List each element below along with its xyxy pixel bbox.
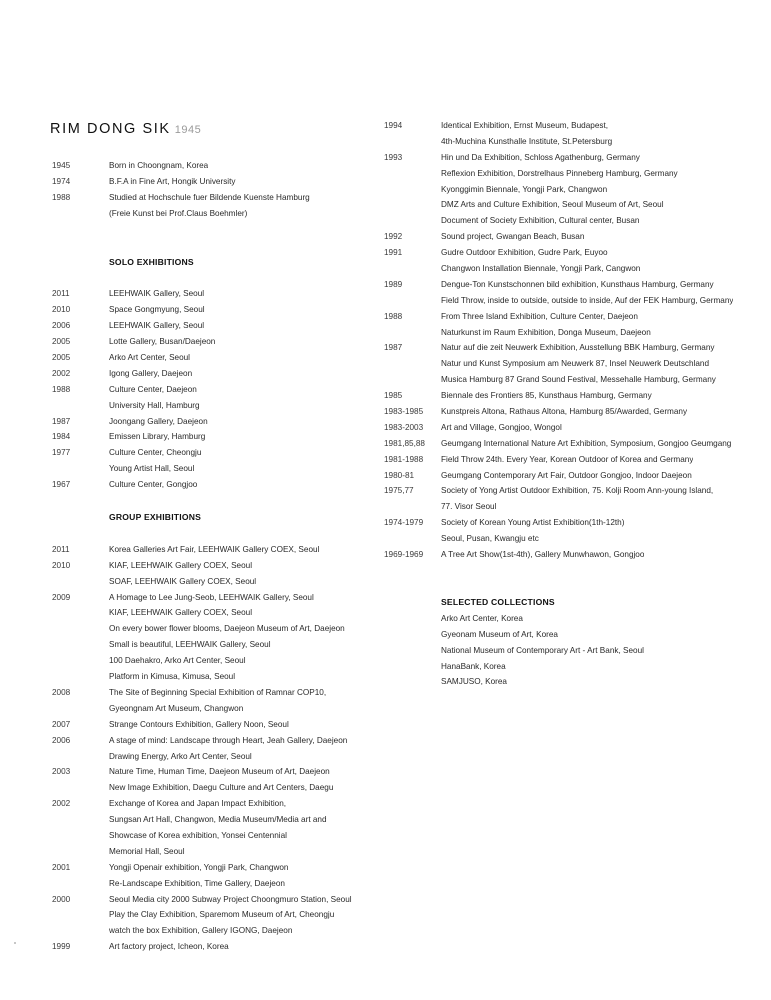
item-year: 2001 [52, 862, 71, 872]
item-year: 2011 [52, 544, 70, 554]
item-text: Biennale des Frontiers 85, Kunsthaus Hamburg, Germany [441, 391, 652, 401]
item-year: 1977 [52, 448, 71, 458]
item-text: Kyonggimin Biennale, Yongji Park, Changwon [441, 184, 608, 194]
list-item [52, 780, 392, 796]
list-item [52, 477, 392, 493]
artist-name: RIM DONG SIK [50, 121, 171, 137]
list-item [384, 468, 764, 484]
item-year: 1987 [52, 416, 71, 426]
item-text: HanaBank, Korea [441, 661, 506, 671]
list-item [384, 213, 764, 229]
item-text: Art and Village, Gongjoo, Wongol [441, 422, 562, 432]
item-year: 2008 [52, 687, 71, 697]
item-text: Kunstpreis Altona, Rathaus Altona, Hamburg 85/Awarded, Germany [441, 407, 688, 417]
item-year: 2005 [52, 337, 71, 347]
item-text: Yongji Openair exhibition, Yongji Park, Changwon [109, 862, 289, 872]
item-text: Lotte Gallery, Busan/Daejeon [109, 337, 216, 347]
item-text: Natur auf die zeit Neuwerk Exhibition, Ausstellung BBK Hamburg, Germany [441, 343, 715, 353]
item-year: 1999 [52, 942, 71, 952]
item-text: University Hall, Hamburg [109, 400, 200, 410]
item-year: 2010 [52, 305, 71, 315]
item-text: Identical Exhibition, Ernst Museum, Budapest, [441, 121, 609, 130]
item-text: Geumgang International Nature Art Exhibition, Symposium, Gongjoo Geumgang [441, 438, 732, 448]
item-year: 1969-1969 [384, 550, 424, 560]
list-item [52, 733, 392, 749]
list-item [384, 134, 764, 150]
item-text: Society of Yong Artist Outdoor Exhibition, 75. Kolji Room Ann-young Island, [441, 486, 714, 496]
right-column [384, 118, 764, 690]
item-text: Society of Korean Young Artist Exhibition(1th-12th) [441, 518, 625, 528]
selected-collections-list [384, 611, 764, 690]
list-item [52, 621, 392, 637]
left-column [52, 158, 392, 955]
item-text: Space Gongmyung, Seoul [109, 305, 205, 315]
item-year: 1983-1985 [384, 407, 424, 417]
item-year: 2006 [52, 735, 71, 745]
item-year: 1984 [52, 432, 71, 442]
list-item [384, 531, 764, 547]
item-text: watch the box Exhibition, Gallery IGONG, Daejeon [109, 926, 293, 936]
list-item [52, 382, 392, 398]
list-item [52, 429, 392, 445]
list-item [52, 206, 392, 222]
item-text: Document of Society Exhibition, Cultural center, Busan [441, 216, 640, 226]
list-item [384, 515, 764, 531]
item-text: Re-Landscape Exhibition, Time Gallery, Daejeon [109, 878, 285, 888]
selected-collections-heading: SELECTED COLLECTIONS [441, 596, 555, 607]
list-item [384, 627, 764, 643]
item-year: 1991 [384, 248, 403, 258]
list-item [52, 828, 392, 844]
item-year: 2003 [52, 767, 71, 777]
item-text: Gyeongnam Art Museum, Changwon [109, 703, 244, 713]
item-text: Exchange of Korea and Japan Impact Exhibition, [109, 799, 287, 809]
item-text: 100 Daehakro, Arko Art Center, Seoul [109, 656, 246, 666]
group-exhibitions-list [52, 542, 392, 955]
list-item [52, 860, 392, 876]
item-text: LEEHWAIK Gallery, Seoul [109, 321, 205, 331]
artist-title [50, 121, 201, 137]
item-year: 1974 [52, 176, 71, 186]
item-text: KIAF, LEEHWAIK Gallery COEX, Seoul [109, 560, 253, 570]
list-item [52, 637, 392, 653]
artist-birth-year: 1945 [174, 124, 202, 136]
item-text: Emissen Library, Hamburg [109, 432, 206, 442]
list-item [52, 669, 392, 685]
item-text: Art factory project, Icheon, Korea [109, 942, 229, 952]
list-item [52, 701, 392, 717]
list-item [384, 611, 764, 627]
item-text: Sungsan Art Hall, Changwon, Media Museum/Media art and [109, 815, 327, 825]
item-year: 2006 [52, 321, 71, 331]
item-year: 2011 [52, 289, 70, 299]
item-text: SOAF, LEEHWAIK Gallery COEX, Seoul [109, 576, 257, 586]
item-text: Natur und Kunst Symposium am Neuwerk 87, Insel Neuwerk Deutschland [441, 359, 710, 369]
list-item [52, 764, 392, 780]
item-text: Strange Contours Exhibition, Gallery Noon, Seoul [109, 719, 289, 729]
item-text: A Tree Art Show(1st-4th), Gallery Munwhawon, Gongjoo [441, 550, 645, 560]
item-text: On every bower flower blooms, Daejeon Museum of Art, Daejeon [109, 624, 345, 634]
item-text: 77. Visor Seoul [441, 502, 497, 512]
item-year: 2007 [52, 719, 71, 729]
item-text: Field Throw, inside to outside, outside to inside, Auf der FEK Hamburg, Germany [441, 295, 734, 305]
item-text: Small is beautiful, LEEHWAIK Gallery, Seoul [109, 640, 271, 650]
item-year: 1975,77 [384, 486, 414, 496]
item-text: Culture Center, Daejeon [109, 384, 197, 394]
solo-exhibitions-heading: SOLO EXHIBITIONS [109, 256, 194, 267]
item-year: 1945 [52, 161, 71, 170]
page-speck [14, 942, 16, 944]
item-text: Platform in Kimusa, Kimusa, Seoul [109, 672, 236, 682]
item-text: (Freie Kunst bei Prof.Claus Boehmler) [109, 208, 248, 218]
item-text: Sound project, Gwangan Beach, Busan [441, 232, 585, 242]
item-year: 1988 [52, 192, 71, 202]
item-year: 1994 [384, 121, 403, 130]
item-text: Seoul Media city 2000 Subway Project Choongmuro Station, Seoul [109, 894, 352, 904]
item-text: LEEHWAIK Gallery, Seoul [109, 289, 205, 299]
item-text: Changwon Installation Biennale, Yongji Park, Cangwon [441, 264, 641, 274]
item-text: Drawing Energy, Arko Art Center, Seoul [109, 751, 252, 761]
item-text: Korea Galleries Art Fair, LEEHWAIK Gallery COEX, Seoul [109, 544, 320, 554]
group-exhibitions-continued-list [384, 118, 764, 563]
item-text: Seoul, Pusan, Kwangju etc [441, 534, 539, 544]
item-text: Dengue-Ton Kunstschonnen bild exhibition, Kunsthaus Hamburg, Germany [441, 279, 714, 289]
item-text: Showcase of Korea exhibition, Yonsei Centennial [109, 830, 287, 840]
item-text: Culture Center, Gongjoo [109, 480, 198, 490]
list-item [52, 796, 392, 812]
item-text: Arko Art Center, Seoul [109, 353, 191, 363]
list-item [52, 445, 392, 461]
item-text: A Homage to Lee Jung-Seob, LEEHWAIK Gallery, Seoul [109, 592, 314, 602]
list-item [52, 366, 392, 382]
list-item [384, 340, 764, 356]
list-item [384, 325, 764, 341]
group-exhibitions-heading: GROUP EXHIBITIONS [109, 512, 202, 523]
item-year: 1974-1979 [384, 518, 424, 528]
item-text: Studied at Hochschule fuer Bildende Kuenste Hamburg [109, 192, 310, 202]
list-item [384, 356, 764, 372]
item-text: Culture Center, Cheongju [109, 448, 202, 458]
list-item [384, 643, 764, 659]
list-item [52, 286, 392, 302]
item-year: 1987 [384, 343, 403, 353]
item-year: 1985 [384, 391, 403, 401]
list-item [52, 923, 392, 939]
list-item [384, 659, 764, 675]
list-item [384, 229, 764, 245]
list-item [52, 939, 392, 955]
list-item [52, 334, 392, 350]
item-text: DMZ Arts and Culture Exhibition, Seoul Museum of Art, Seoul [441, 200, 664, 210]
list-item [52, 414, 392, 430]
list-item [52, 685, 392, 701]
list-item [52, 653, 392, 669]
item-year: 1983-2003 [384, 422, 424, 432]
item-year: 1988 [52, 384, 71, 394]
item-text: Gyeonam Museum of Art, Korea [441, 629, 558, 639]
item-text: Born in Choongnam, Korea [109, 161, 209, 170]
item-text: Nature Time, Human Time, Daejeon Museum of Art, Daejeon [109, 767, 330, 777]
list-item [384, 245, 764, 261]
list-item [52, 844, 392, 860]
item-text: National Museum of Contemporary Art - Art Bank, Seoul [441, 645, 644, 655]
item-text: Hin und Da Exhibition, Schloss Agathenburg, Germany [441, 152, 640, 162]
item-year: 2000 [52, 894, 71, 904]
solo-exhibitions-list [52, 286, 392, 493]
item-text: Naturkunst im Raum Exhibition, Donga Museum, Daejeon [441, 327, 651, 337]
list-item [52, 717, 392, 733]
list-item [384, 372, 764, 388]
list-item [384, 118, 764, 134]
item-text: Field Throw 24th. Every Year, Korean Outdoor of Korea and Germany [441, 454, 694, 464]
list-item [52, 302, 392, 318]
item-text: Joongang Gallery, Daejeon [109, 416, 208, 426]
item-year: 1967 [52, 480, 71, 490]
list-item [384, 420, 764, 436]
item-text: Play the Clay Exhibition, Sparemom Museum of Art, Cheongju [109, 910, 335, 920]
item-year: 1989 [384, 279, 403, 289]
list-item [384, 182, 764, 198]
list-item [384, 166, 764, 182]
item-year: 1992 [384, 232, 403, 242]
list-item [384, 309, 764, 325]
item-year: 2002 [52, 799, 71, 809]
item-text: 4th-Muchina Kunsthalle Institute, St.Petersburg [441, 136, 613, 146]
list-item [384, 293, 764, 309]
item-text: A stage of mind: Landscape through Heart, Jeah Gallery, Daejeon [109, 735, 348, 745]
list-item [384, 674, 764, 690]
list-item [384, 436, 764, 452]
item-text: Geumgang Contemporary Art Fair, Outdoor Gongjoo, Indoor Daejeon [441, 470, 692, 480]
bio-list [52, 158, 392, 222]
list-item [52, 174, 392, 190]
list-item [384, 150, 764, 166]
list-item [52, 190, 392, 206]
item-year: 2010 [52, 560, 71, 570]
item-year: 2005 [52, 353, 71, 363]
list-item [384, 547, 764, 563]
item-text: Igong Gallery, Daejeon [109, 368, 193, 378]
item-text: Young Artist Hall, Seoul [109, 464, 195, 474]
list-item [52, 158, 392, 174]
list-item [52, 574, 392, 590]
item-text: B.F.A in Fine Art, Hongik University [109, 176, 236, 186]
list-item [384, 197, 764, 213]
item-year: 2009 [52, 592, 71, 602]
list-item [384, 404, 764, 420]
item-text: Musica Hamburg 87 Grand Sound Festival, Messehalle Hamburg, Germany [441, 375, 716, 385]
item-text: Gudre Outdoor Exhibition, Gudre Park, Euyoo [441, 248, 608, 258]
list-item [52, 398, 392, 414]
item-text: SAMJUSO, Korea [441, 677, 507, 687]
list-item [384, 499, 764, 515]
item-year: 1988 [384, 311, 403, 321]
list-item [52, 590, 392, 606]
item-text: Arko Art Center, Korea [441, 613, 523, 623]
list-item [384, 277, 764, 293]
list-item [52, 812, 392, 828]
item-year: 1980-81 [384, 470, 415, 480]
item-year: 2002 [52, 368, 71, 378]
item-text: Memorial Hall, Seoul [109, 846, 185, 856]
item-text: From Three Island Exhibition, Culture Center, Daejeon [441, 311, 638, 321]
list-item [52, 907, 392, 923]
item-text: Reflexion Exhibition, Dorstrelhaus Pinneberg Hamburg, Germany [441, 168, 678, 178]
list-item [52, 558, 392, 574]
list-item [52, 749, 392, 765]
list-item [384, 452, 764, 468]
list-item [52, 461, 392, 477]
list-item [52, 605, 392, 621]
item-text: KIAF, LEEHWAIK Gallery COEX, Seoul [109, 608, 253, 618]
list-item [52, 318, 392, 334]
item-year: 1981,85,88 [384, 438, 425, 448]
item-year: 1981-1988 [384, 454, 424, 464]
list-item [384, 388, 764, 404]
item-text: New Image Exhibition, Daegu Culture and Art Centers, Daegu [109, 783, 334, 793]
list-item [384, 261, 764, 277]
item-text: The Site of Beginning Special Exhibition of Ramnar COP10, [109, 687, 327, 697]
item-year: 1993 [384, 152, 403, 162]
list-item [52, 542, 392, 558]
list-item [384, 483, 764, 499]
list-item [52, 892, 392, 908]
list-item [52, 876, 392, 892]
list-item [52, 350, 392, 366]
